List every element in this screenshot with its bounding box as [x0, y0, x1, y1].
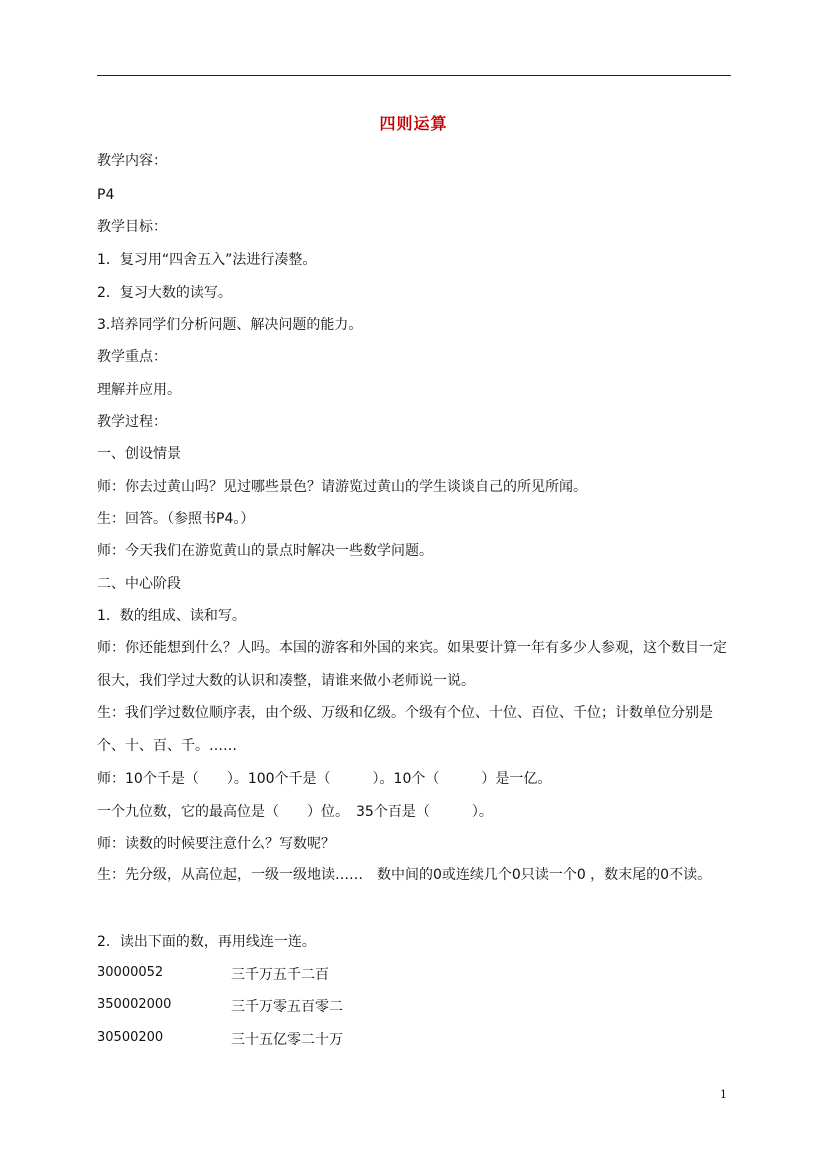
paragraph: 生：先分级，从高位起，一级一级地读…… 数中间的0或连续几个0只读一个0 ，数末尾的0不读。	[97, 867, 712, 883]
paragraph: 师：你还能想到什么？人吗。本国的游客和外国的来宾。如果要计算一年有多少人参观，这个数目一定很大，我们学过大数的认识和凑整，请谁来做小老师说一说。	[97, 640, 727, 689]
text-line: 2．复习大数的读写。	[97, 285, 232, 301]
chinese-number-item: 三十五亿零二十万	[231, 1032, 343, 1048]
text-line: 师：你去过黄山吗？见过哪些景色？请游览过黄山的学生谈谈自己的所见所闻。	[97, 479, 587, 495]
number-item: 350002000	[97, 997, 172, 1012]
text-line: 师：10个千是（ ）。100个千是（ ）。10个（ ）是一亿。	[97, 771, 552, 787]
number-item: 30500200	[97, 1030, 164, 1045]
chinese-number-item: 三千万五千二百	[231, 967, 329, 983]
text-line: 二、中心阶段	[97, 576, 181, 592]
text-line: 1．数的组成、读和写。	[97, 608, 246, 624]
text-line: 教学重点：	[97, 349, 167, 365]
text-line: 师：今天我们在游览黄山的景点时解决一些数学问题。	[97, 543, 433, 559]
text-line: 一、创设情景	[97, 446, 181, 462]
header-rule	[97, 75, 731, 76]
page-title: 四则运算	[379, 114, 448, 133]
text-line: P4	[97, 187, 115, 203]
chinese-number-item: 三千万零五百零二	[231, 999, 343, 1015]
text-line: 理解并应用。	[97, 382, 181, 398]
number-item: 30000052	[97, 965, 164, 980]
text-line: 1．复习用“四舍五入”法进行凑整。	[97, 252, 317, 268]
text-line: 3.培养同学们分析问题、解决问题的能力。	[97, 317, 363, 333]
text-line: 2．读出下面的数，再用线连一连。	[97, 934, 316, 950]
text-line: 一个九位数，它的最高位是（ ）位。 35个百是（ ）。	[97, 804, 493, 820]
page-number: 1	[720, 1088, 727, 1101]
paragraph: 生：我们学过数位顺序表，由个级、万级和亿级。个级有个位、十位、百位、千位；计数单位分别是个、十、百、千。……	[97, 705, 713, 754]
text-line: 教学过程：	[97, 414, 167, 430]
text-line: 师：读数的时候要注意什么？写数呢？	[97, 836, 335, 852]
text-line: 教学目标：	[97, 219, 167, 235]
text-line: 教学内容：	[97, 153, 167, 169]
text-line: 生：回答。（参照书P4。）	[97, 511, 255, 527]
